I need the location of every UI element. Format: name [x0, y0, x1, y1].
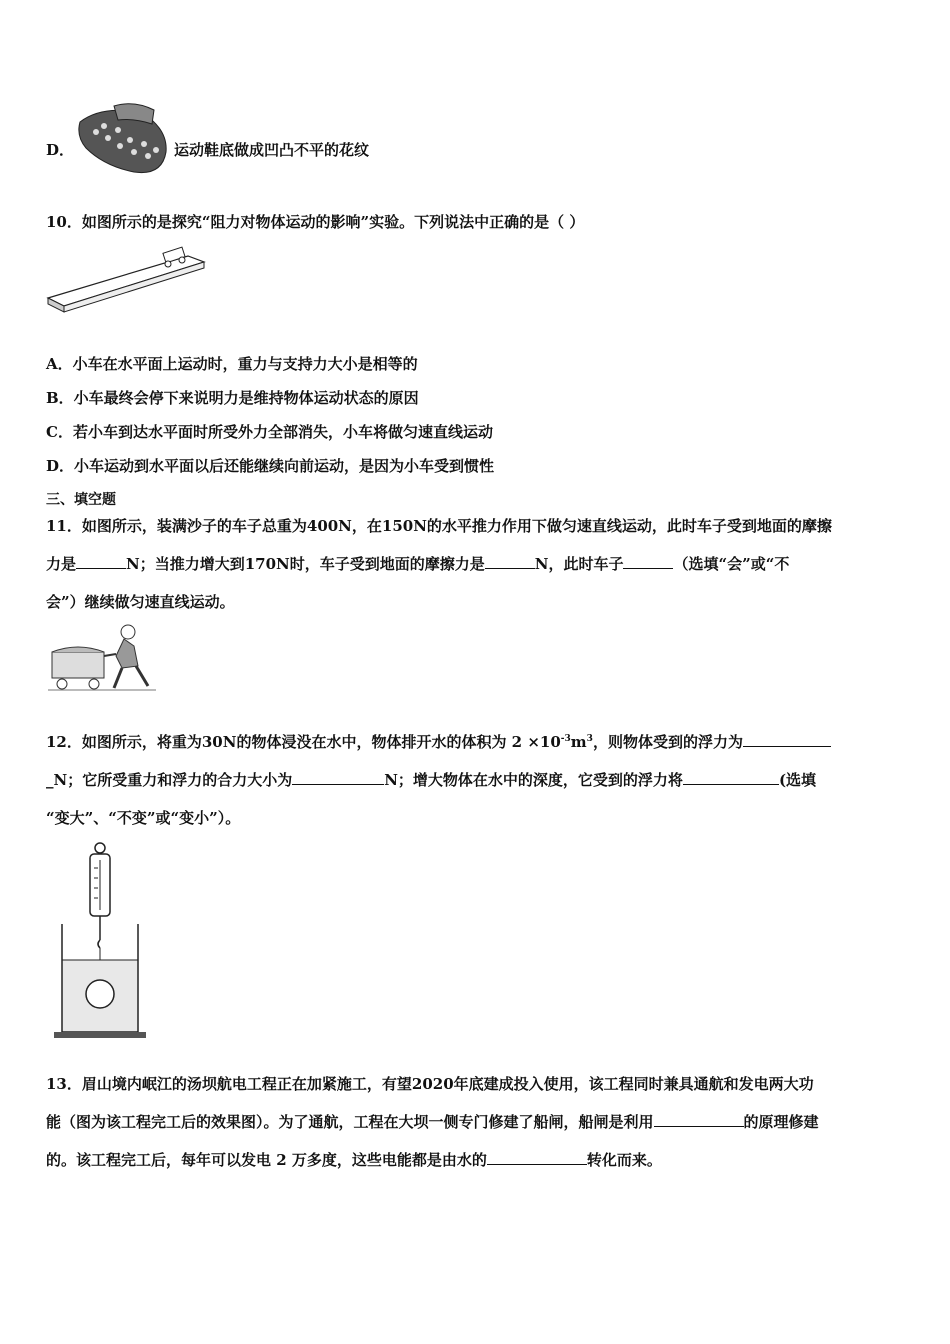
spring-scale-beaker-figure: [50, 840, 150, 1044]
q13-line1: 13．眉山境内岷江的汤坝航电工程正在加紧施工，有望2020年底建成投入使用，该工程同时兼具通航和发电两大功: [46, 1075, 814, 1093]
section-title: 三、填空题: [46, 492, 116, 508]
q10-option-a: A．小车在水平面上运动时，重力与支持力大小是相等的: [46, 355, 418, 373]
q11-line2: [46, 554, 789, 574]
q13-line2: [46, 1112, 819, 1132]
q12-text-e: N；增大物体在水中的深度，它受到的浮力将: [384, 771, 683, 789]
q13-text-c: 的。该工程完工后，每年可以发电 2 万多度，这些电能都是由水的: [46, 1151, 487, 1169]
q12-text-d: _N；它所受重力和浮力的合力大小为: [46, 771, 293, 789]
q9-option-d-label: D．: [46, 141, 75, 159]
q12-text-c: ，则物体受到的浮力为: [592, 733, 743, 751]
q11-line3: 会”）继续做匀速直线运动。: [46, 593, 235, 611]
q11-line1: 11．如图所示，装满沙子的车子总重为400N，在150N的水平推力作用下做匀速直线运动，此时车子受到地面的摩擦: [46, 517, 832, 535]
q12-blank-2[interactable]: [292, 770, 384, 785]
boy-pushing-cart-figure: [48, 622, 158, 694]
q12-line2: [46, 770, 816, 790]
q13-text-b: 的原理修建: [743, 1113, 819, 1131]
q13-text-a: 能（图为该工程完工后的效果图）。为了通航，工程在大坝一侧专门修建了船闸，船闸是利用: [46, 1113, 654, 1131]
q10-option-d: D．小车运动到水平面以后还能继续向前运动，是因为小车受到惯性: [46, 457, 495, 475]
q12-line1: [46, 732, 831, 752]
q11-text-d: （选填“会”或“不: [673, 555, 790, 573]
q11-blank-1[interactable]: [76, 554, 126, 569]
incline-cart-figure: [46, 240, 206, 320]
q11-text-c: N，此时车子: [534, 555, 624, 573]
q12-text-a: 12．如图所示，将重为30N的物体浸没在水中，物体排开水的体积为 2 ×10: [46, 733, 561, 751]
q12-unit-exponent: 3: [586, 734, 593, 744]
q11-text-b: N；当推力增大到170N时，车子受到地面的摩擦力是: [126, 555, 485, 573]
q11-blank-2[interactable]: [485, 554, 535, 569]
q10-stem: 10．如图所示的是探究“阻力对物体运动的影响”实验。下列说法中正确的是（ ）: [46, 213, 585, 231]
q13-line3: [46, 1150, 662, 1170]
q13-blank-2[interactable]: [487, 1150, 587, 1165]
shoe-sole-figure: [74, 100, 174, 180]
q12-blank-3[interactable]: [683, 770, 779, 785]
q12-blank-1[interactable]: [743, 732, 831, 747]
q12-text-f: (选填: [778, 771, 817, 789]
q12-exponent: -3: [560, 734, 571, 744]
q13-text-d: 转化而来。: [586, 1151, 662, 1169]
q11-blank-3[interactable]: [623, 554, 673, 569]
q12-unit: m: [570, 733, 587, 751]
q11-text-a: 力是: [46, 555, 77, 573]
q13-blank-1[interactable]: [654, 1112, 744, 1127]
q10-option-c: C．若小车到达水平面时所受外力全部消失，小车将做匀速直线运动: [46, 423, 493, 441]
q10-option-b: B．小车最终会停下来说明力是维持物体运动状态的原因: [46, 389, 419, 407]
q12-line3: “变大”、“不变”或“变小”）。: [46, 809, 241, 827]
q9-option-d-text: 运动鞋底做成凹凸不平的花纹: [174, 141, 370, 159]
